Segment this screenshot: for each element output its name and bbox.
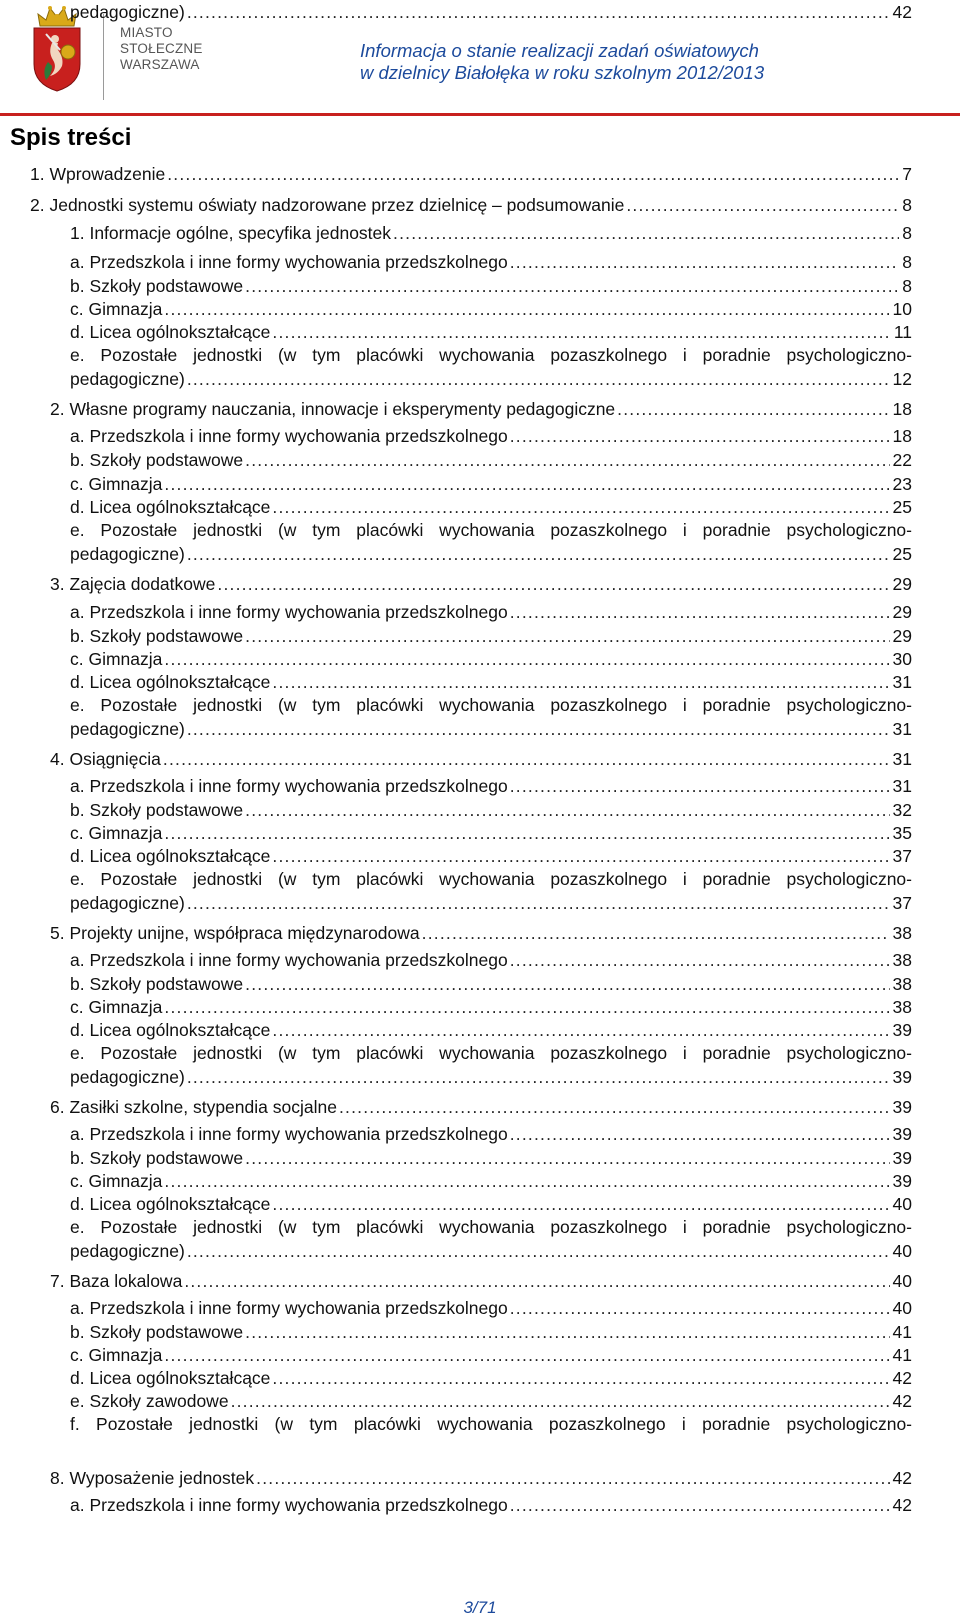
toc-entry-text: b. Szkoły podstawowe [70, 1148, 244, 1168]
toc-page-number: 8 [902, 195, 912, 215]
toc-dot-leader [231, 1389, 890, 1413]
toc-entry-a-przedszkola-i-inne-formy-wychowania-pr[interactable] [70, 1493, 912, 1517]
toc-entry-e-pozostale-jednostki-w-tym-placowki-wyc[interactable]: e. Pozostałe jednostki (w tym placówki wychowania pozaszkolnego i poradnie psychologiczno- [70, 869, 912, 889]
toc-entry-e-pozostale-jednostki-w-tym-placowki-wyc[interactable]: e. Pozostałe jednostki (w tym placówki wychowania pozaszkolnego i poradnie psychologiczno- [70, 520, 912, 540]
toc-entry-a-przedszkola-i-inne-formy-wychowania-pr[interactable] [70, 948, 912, 972]
toc-entry-text: c. Gimnazja [70, 823, 163, 843]
toc-entry-text: pedagogiczne) [70, 1241, 185, 1261]
toc-dot-leader [164, 1343, 889, 1367]
toc-entry-b-szkoly-podstawowe[interactable] [70, 1320, 912, 1344]
document-title-line-1: Informacja o stanie realizacji zadań oświatowych [360, 40, 759, 61]
toc-page-number: 38 [892, 950, 912, 970]
toc-dot-leader [510, 424, 890, 448]
toc-entry-e-pozostale-jednostki-w-tym-placowki-wyc[interactable]: e. Pozostałe jednostki (w tym placówki wychowania pozaszkolnego i poradnie psychologiczno- [70, 1217, 912, 1237]
toc-page-number: 29 [892, 626, 912, 646]
toc-dot-leader [510, 600, 890, 624]
toc-dot-leader [510, 774, 890, 798]
toc-dot-leader [184, 1269, 889, 1293]
toc-entry-e-szkoly-zawodowe[interactable] [70, 1389, 912, 1413]
toc-entry-e-pozostale-jednostki-w-tym-placowki-wyc-cont[interactable] [70, 542, 912, 566]
toc-page-number: 42 [892, 1495, 912, 1515]
toc-entry-text: a. Przedszkola i inne formy wychowania przedszkolnego [70, 426, 508, 446]
toc-dot-leader [510, 250, 900, 274]
toc-entry-3-zajecia-dodatkowe[interactable] [50, 572, 912, 596]
toc-page-number: 11 [893, 322, 912, 342]
toc-page-number: 39 [892, 1124, 912, 1144]
toc-dot-leader [272, 495, 889, 519]
toc-entry-b-szkoly-podstawowe[interactable] [70, 448, 912, 472]
toc-page-number: 31 [892, 749, 912, 769]
toc-page-number: 8 [902, 252, 912, 272]
toc-entry-text: a. Przedszkola i inne formy wychowania przedszkolnego [70, 252, 508, 272]
toc-entry-text: pedagogiczne) [70, 1067, 185, 1087]
toc-page-number: 23 [892, 474, 912, 494]
toc-page-number: 18 [892, 426, 912, 446]
toc-dot-leader [245, 972, 889, 996]
toc-dot-leader [272, 320, 890, 344]
toc-entry-text: 2. Własne programy nauczania, innowacje i eksperymenty pedagogiczne [50, 399, 616, 419]
toc-entry-text: d. Licea ogólnokształcące [70, 1020, 271, 1040]
toc-dot-leader [245, 448, 889, 472]
toc-page-number: 32 [892, 800, 912, 820]
toc-entry-d-licea-ogolnoksztalcace[interactable] [70, 495, 912, 519]
logo-line: WARSZAWA [120, 57, 200, 72]
toc-entry-b-szkoly-podstawowe[interactable] [70, 274, 912, 298]
toc-entry-text: a. Przedszkola i inne formy wychowania przedszkolnego [70, 1124, 508, 1144]
toc-entry-text: pedagogiczne) [70, 369, 185, 389]
toc-page-number: 42 [892, 1368, 912, 1388]
toc-entry-text: b. Szkoły podstawowe [70, 450, 244, 470]
toc-dot-leader [510, 948, 890, 972]
toc-page-number: 40 [892, 1194, 912, 1214]
toc-page-number: 29 [892, 574, 912, 594]
toc-dot-leader [245, 1146, 889, 1170]
toc-dot-leader [272, 1018, 889, 1042]
toc-dot-leader [272, 844, 889, 868]
header-separator [103, 14, 104, 100]
toc-entry-c-gimnazja[interactable] [70, 297, 912, 321]
toc-entry-text: d. Licea ogólnokształcące [70, 322, 271, 342]
toc-entry-text: a. Przedszkola i inne formy wychowania przedszkolnego [70, 950, 508, 970]
toc-page-number: 8 [902, 276, 912, 296]
toc-entry-text: e. Szkoły zawodowe [70, 1391, 229, 1411]
toc-page-number: 31 [892, 719, 912, 739]
toc-entry-text: 4. Osiągnięcia [50, 749, 161, 769]
toc-entry-8-wyposazenie-jednostek[interactable] [50, 1466, 912, 1490]
toc-entry-1-informacje-ogolne-specyfika-jednostek[interactable] [70, 221, 912, 245]
toc-dot-leader [164, 821, 889, 845]
toc-entry-1-wprowadzenie[interactable] [30, 162, 912, 186]
toc-entry-b-szkoly-podstawowe[interactable] [70, 624, 912, 648]
toc-entry-e-pozostale-jednostki-w-tym-placowki-wyc-cont[interactable] [70, 717, 912, 741]
toc-page-number: 39 [892, 1067, 912, 1087]
toc-entry-a-przedszkola-i-inne-formy-wychowania-pr[interactable] [70, 600, 912, 624]
toc-entry-text: b. Szkoły podstawowe [70, 800, 244, 820]
toc-entry-7-baza-lokalowa[interactable] [50, 1269, 912, 1293]
toc-page-number: 22 [892, 450, 912, 470]
toc-dot-leader [164, 297, 889, 321]
toc-page-number: 30 [892, 649, 912, 669]
toc-entry-c-gimnazja[interactable] [70, 995, 912, 1019]
toc-entry-e-pozostale-jednostki-w-tym-placowki-wyc-cont[interactable] [70, 891, 912, 915]
toc-dot-leader [164, 472, 889, 496]
toc-page-number: 42 [892, 2, 912, 22]
toc-entry-a-przedszkola-i-inne-formy-wychowania-pr[interactable] [70, 424, 912, 448]
toc-entry-text: 6. Zasiłki szkolne, stypendia socjalne [50, 1097, 337, 1117]
toc-entry-f-pozostale-jednostki-w-tym-placowki-wyc-cont[interactable] [70, 0, 912, 24]
toc-dot-leader [217, 572, 889, 596]
toc-entry-text: b. Szkoły podstawowe [70, 276, 244, 296]
toc-entry-text: c. Gimnazja [70, 1345, 163, 1365]
toc-entry-e-pozostale-jednostki-w-tym-placowki-wyc[interactable]: e. Pozostałe jednostki (w tym placówki wychowania pozaszkolnego i poradnie psychologiczno- [70, 695, 912, 715]
toc-entry-b-szkoly-podstawowe[interactable] [70, 972, 912, 996]
toc-page-number: 38 [892, 923, 912, 943]
toc-dot-leader [245, 274, 899, 298]
document-title [360, 40, 930, 84]
toc-page-number: 42 [892, 1391, 912, 1411]
toc-entry-a-przedszkola-i-inne-formy-wychowania-pr[interactable] [70, 774, 912, 798]
header-red-rule [0, 113, 960, 116]
toc-dot-leader [422, 921, 890, 945]
toc-dot-leader [245, 1320, 889, 1344]
toc-entry-c-gimnazja[interactable] [70, 821, 912, 845]
toc-entry-d-licea-ogolnoksztalcace[interactable] [70, 320, 912, 344]
toc-entry-text: d. Licea ogólnokształcące [70, 846, 271, 866]
toc-page-number: 12 [892, 369, 912, 389]
document-title-line-2: w dzielnicy Białołęka w roku szkolnym 2012/2013 [360, 62, 765, 83]
toc-entry-text: c. Gimnazja [70, 997, 163, 1017]
toc-page-number: 38 [892, 997, 912, 1017]
toc-entry-text: 7. Baza lokalowa [50, 1271, 183, 1291]
toc-dot-leader [256, 1466, 889, 1490]
toc-entry-2-wlasne-programy-nauczania-innowacje-i-[interactable] [50, 397, 912, 421]
toc-page-number: 10 [892, 299, 912, 319]
toc-entry-text: a. Przedszkola i inne formy wychowania przedszkolnego [70, 776, 508, 796]
toc-entry-text: pedagogiczne) [70, 893, 185, 913]
toc-page-number: 7 [902, 164, 912, 184]
toc-entry-text: a. Przedszkola i inne formy wychowania przedszkolnego [70, 1495, 508, 1515]
toc-page-number: 35 [892, 823, 912, 843]
toc-dot-leader [164, 995, 889, 1019]
toc-dot-leader [272, 670, 889, 694]
toc-page-number: 39 [892, 1097, 912, 1117]
toc-entry-text: d. Licea ogólnokształcące [70, 1194, 271, 1214]
toc-page-number: 40 [892, 1271, 912, 1291]
toc-entry-text: 3. Zajęcia dodatkowe [50, 574, 216, 594]
toc-entry-text: 5. Projekty unijne, współpraca międzynarodowa [50, 923, 420, 943]
page-number: 3/71 [463, 1598, 497, 1617]
toc-page-number: 40 [892, 1298, 912, 1318]
toc-entry-6-zasilki-szkolne-stypendia-socjalne[interactable] [50, 1095, 912, 1119]
toc-page-number: 31 [892, 776, 912, 796]
toc-entry-a-przedszkola-i-inne-formy-wychowania-pr[interactable] [70, 250, 912, 274]
logo-line: MIASTO [120, 25, 173, 40]
toc-entry-text: pedagogiczne) [70, 544, 185, 564]
toc-entry-5-projekty-unijne-wspolpraca-miedzynarod[interactable] [50, 921, 912, 945]
toc-page-number: 25 [892, 544, 912, 564]
toc-page-number: 38 [892, 974, 912, 994]
toc-entry-text: pedagogiczne) [70, 719, 185, 739]
toc-dot-leader [187, 1239, 890, 1263]
toc-dot-leader [272, 1366, 889, 1390]
toc-dot-leader [510, 1122, 890, 1146]
toc-page-number: 41 [892, 1345, 912, 1365]
toc-page-number: 37 [892, 846, 912, 866]
toc-entry-d-licea-ogolnoksztalcace[interactable] [70, 1018, 912, 1042]
toc-dot-leader [164, 1169, 889, 1193]
city-logo-text [120, 25, 203, 73]
toc-entry-d-licea-ogolnoksztalcace[interactable] [70, 670, 912, 694]
toc-dot-leader [187, 717, 890, 741]
toc-page-number: 41 [892, 1322, 912, 1342]
toc-entry-text: b. Szkoły podstawowe [70, 626, 244, 646]
toc-entry-f-pozostale-jednostki-w-tym-placowki-wyc[interactable]: f. Pozostałe jednostki (w tym placówki wychowania pozaszkolnego i poradnie psychologiczno- [70, 1414, 912, 1434]
toc-entry-text: b. Szkoły podstawowe [70, 1322, 244, 1342]
toc-entry-text: c. Gimnazja [70, 474, 163, 494]
toc-dot-leader [272, 1192, 889, 1216]
toc-entry-a-przedszkola-i-inne-formy-wychowania-pr[interactable] [70, 1122, 912, 1146]
toc-page-number: 40 [892, 1241, 912, 1261]
toc-entry-text: b. Szkoły podstawowe [70, 974, 244, 994]
toc-entry-e-pozostale-jednostki-w-tym-placowki-wyc[interactable]: e. Pozostałe jednostki (w tym placówki wychowania pozaszkolnego i poradnie psychologiczno- [70, 1043, 912, 1063]
toc-entry-text: d. Licea ogólnokształcące [70, 497, 271, 517]
toc-page-number: 31 [892, 672, 912, 692]
toc-page-number: 39 [892, 1148, 912, 1168]
toc-entry-c-gimnazja[interactable] [70, 1343, 912, 1367]
toc-entry-text: 1. Informacje ogólne, specyfika jednostek [70, 223, 392, 243]
toc-dot-leader [245, 798, 889, 822]
toc-page-number: 37 [892, 893, 912, 913]
toc-entry-text: c. Gimnazja [70, 1171, 163, 1191]
toc-entry-a-przedszkola-i-inne-formy-wychowania-pr[interactable] [70, 1296, 912, 1320]
toc-dot-leader [510, 1493, 890, 1517]
toc-dot-leader [187, 542, 890, 566]
toc-page-number: 29 [892, 602, 912, 622]
toc-entry-d-licea-ogolnoksztalcace[interactable] [70, 844, 912, 868]
toc-dot-leader [393, 221, 899, 245]
toc-heading: Spis treści [10, 124, 132, 151]
toc-dot-leader [187, 0, 890, 24]
toc-entry-c-gimnazja[interactable] [70, 647, 912, 671]
toc-dot-leader [339, 1095, 890, 1119]
toc-entry-text: pedagogiczne) [70, 2, 185, 22]
toc-entry-c-gimnazja[interactable] [70, 1169, 912, 1193]
toc-entry-text: d. Licea ogólnokształcące [70, 1368, 271, 1388]
toc-entry-text: d. Licea ogólnokształcące [70, 672, 271, 692]
toc-dot-leader [245, 624, 889, 648]
toc-dot-leader [187, 1065, 890, 1089]
toc-entry-4-osiagniecia[interactable] [50, 747, 912, 771]
toc-page-number: 25 [892, 497, 912, 517]
toc-entry-text: a. Przedszkola i inne formy wychowania przedszkolnego [70, 1298, 508, 1318]
toc-entry-text: 8. Wyposażenie jednostek [50, 1468, 255, 1488]
toc-page-number: 8 [902, 223, 912, 243]
toc-dot-leader [167, 162, 899, 186]
toc-entry-e-pozostale-jednostki-w-tym-placowki-wyc-cont[interactable] [70, 367, 912, 391]
toc-entry-text: c. Gimnazja [70, 649, 163, 669]
toc-page-number: 39 [892, 1171, 912, 1191]
toc-entry-e-pozostale-jednostki-w-tym-placowki-wyc-cont[interactable] [70, 1065, 912, 1089]
toc-dot-leader [163, 747, 890, 771]
toc-entry-e-pozostale-jednostki-w-tym-placowki-wyc[interactable]: e. Pozostałe jednostki (w tym placówki wychowania pozaszkolnego i poradnie psychologiczno- [70, 345, 912, 365]
toc-dot-leader [626, 193, 899, 217]
toc-entry-text: 1. Wprowadzenie [30, 164, 166, 184]
toc-dot-leader [617, 397, 889, 421]
toc-entry-b-szkoly-podstawowe[interactable] [70, 798, 912, 822]
toc-entry-e-pozostale-jednostki-w-tym-placowki-wyc-cont[interactable] [70, 1239, 912, 1263]
toc-dot-leader [164, 647, 889, 671]
toc-entry-text: c. Gimnazja [70, 299, 163, 319]
toc-dot-leader [510, 1296, 890, 1320]
toc-page-number: 39 [892, 1020, 912, 1040]
toc-entry-b-szkoly-podstawowe[interactable] [70, 1146, 912, 1170]
toc-entry-c-gimnazja[interactable] [70, 472, 912, 496]
toc-page-number: 42 [892, 1468, 912, 1488]
toc-entry-d-licea-ogolnoksztalcace[interactable] [70, 1366, 912, 1390]
toc-entry-2-jednostki-systemu-oswiaty-nadzorowane-[interactable] [30, 193, 912, 217]
toc-entry-text: 2. Jednostki systemu oświaty nadzorowane przez dzielnicę – podsumowanie [30, 195, 625, 215]
toc-entry-text: a. Przedszkola i inne formy wychowania przedszkolnego [70, 602, 508, 622]
toc-entry-d-licea-ogolnoksztalcace[interactable] [70, 1192, 912, 1216]
toc-dot-leader [187, 891, 890, 915]
logo-line: STOŁECZNE [120, 41, 203, 56]
toc-page-number: 18 [892, 399, 912, 419]
toc-dot-leader [187, 367, 890, 391]
